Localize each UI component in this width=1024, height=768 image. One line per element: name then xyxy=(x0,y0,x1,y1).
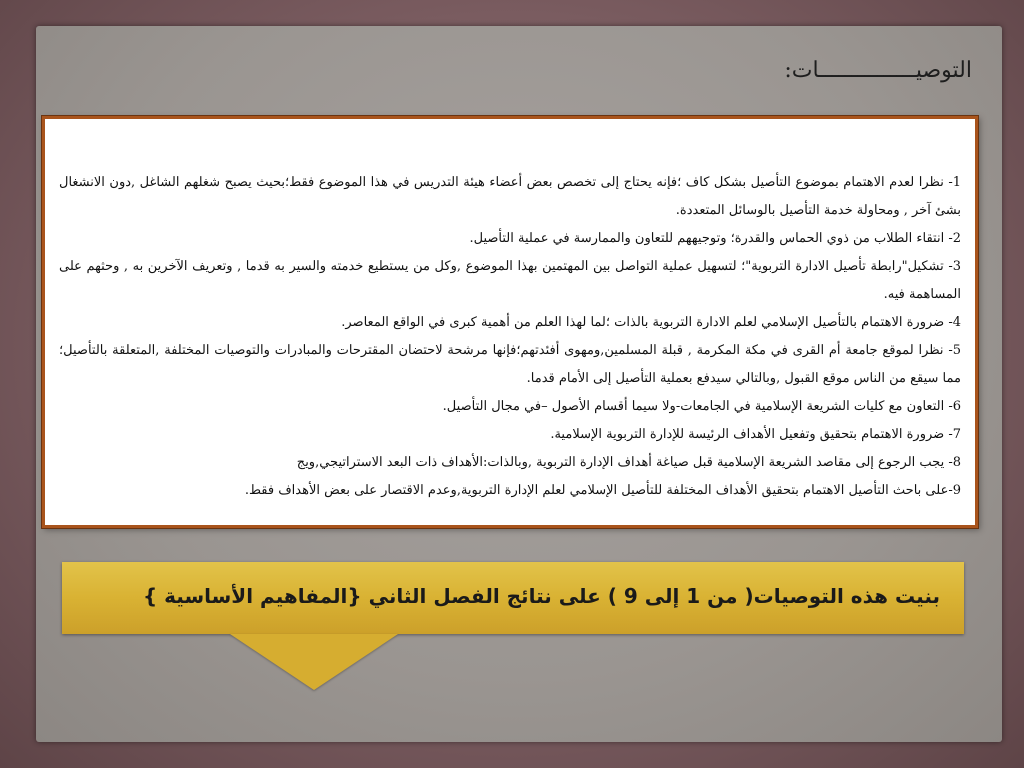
recommendations-box xyxy=(42,116,978,528)
source-note-banner xyxy=(62,562,964,634)
down-arrow-shape xyxy=(230,634,398,690)
recommendation-item: 6- التعاون مع كليات الشريعة الإسلامية في الجامعات-ولا سيما أقسام الأصول –في مجال التأصيل. xyxy=(442,399,961,414)
recommendation-item: 9-على باحث التأصيل الاهتمام بتحقيق الأهداف المختلفة للتأصيل الإسلامي لعلم الإدارة التربوية,وعدم الاقتصار على بعض الأهداف فقط. xyxy=(244,483,961,498)
recommendation-item: 5- نظرا لموقع جامعة أم القرى في مكة المكرمة , قبلة المسلمين,ومهوى أفئدتهم؛فإنها مرشحة لاحتضان المقترحات والمبادرات والتوصيات المختلفة ,المتعلقة بالتأصيل؛مما سيقع من الناس موقع القبول ,وبالتالي سيدفع بعملية التأصيل إلى الأمام قدما. xyxy=(59,343,961,386)
recommendation-item: 2- انتقاء الطلاب من ذوي الحماس والقدرة؛ وتوجيههم للتعاون والممارسة في عملية التأصيل. xyxy=(469,231,961,246)
recommendation-item: 8- يجب الرجوع إلى مقاصد الشريعة الإسلامية قبل صياغة أهداف الإدارة التربوية ,وبالذات:الأهداف ذات البعد الاستراتيجي,ويج xyxy=(296,455,961,470)
recommendation-item: 7- ضرورة الاهتمام بتحقيق وتفعيل الأهداف الرئيسة للإدارة التربوية الإسلامية. xyxy=(550,427,961,442)
source-note-text: بنيت هذه التوصيات( من 1 إلى 9 ) على نتائج الفصل الثاني {المفاهيم الأساسية } xyxy=(142,584,940,608)
page-title: التوصيـــــــــــــــات: xyxy=(784,58,972,83)
recommendation-item: 3- تشكيل"رابطة تأصيل الادارة التربوية"؛ لتسهيل عملية التواصل بين المهتمين بهذا الموضوع ,وكل من يستطيع خدمته والسير به قدما , وتعريف الآخرين به , وحثهم على المساهمة فيه. xyxy=(59,259,961,302)
recommendation-item: 4- ضرورة الاهتمام بالتأصيل الإسلامي لعلم الادارة التربوية بالذات ؛لما لهذا العلم من أهمية كبرى في الواقع المعاصر. xyxy=(341,315,961,330)
recommendation-item: 1- نظرا لعدم الاهتمام بموضوع التأصيل بشكل كاف ؛فإنه يحتاج إلى تخصص بعض أعضاء هيئة التدريس في هذا الموضوع فقط؛بحيث يصبح شغلهم الشاغل ,دون الانشغال بشئ آخر , ومحاولة خدمة التأصيل بالوسائل المتعددة. xyxy=(59,175,961,218)
recommendations-list xyxy=(59,169,961,505)
